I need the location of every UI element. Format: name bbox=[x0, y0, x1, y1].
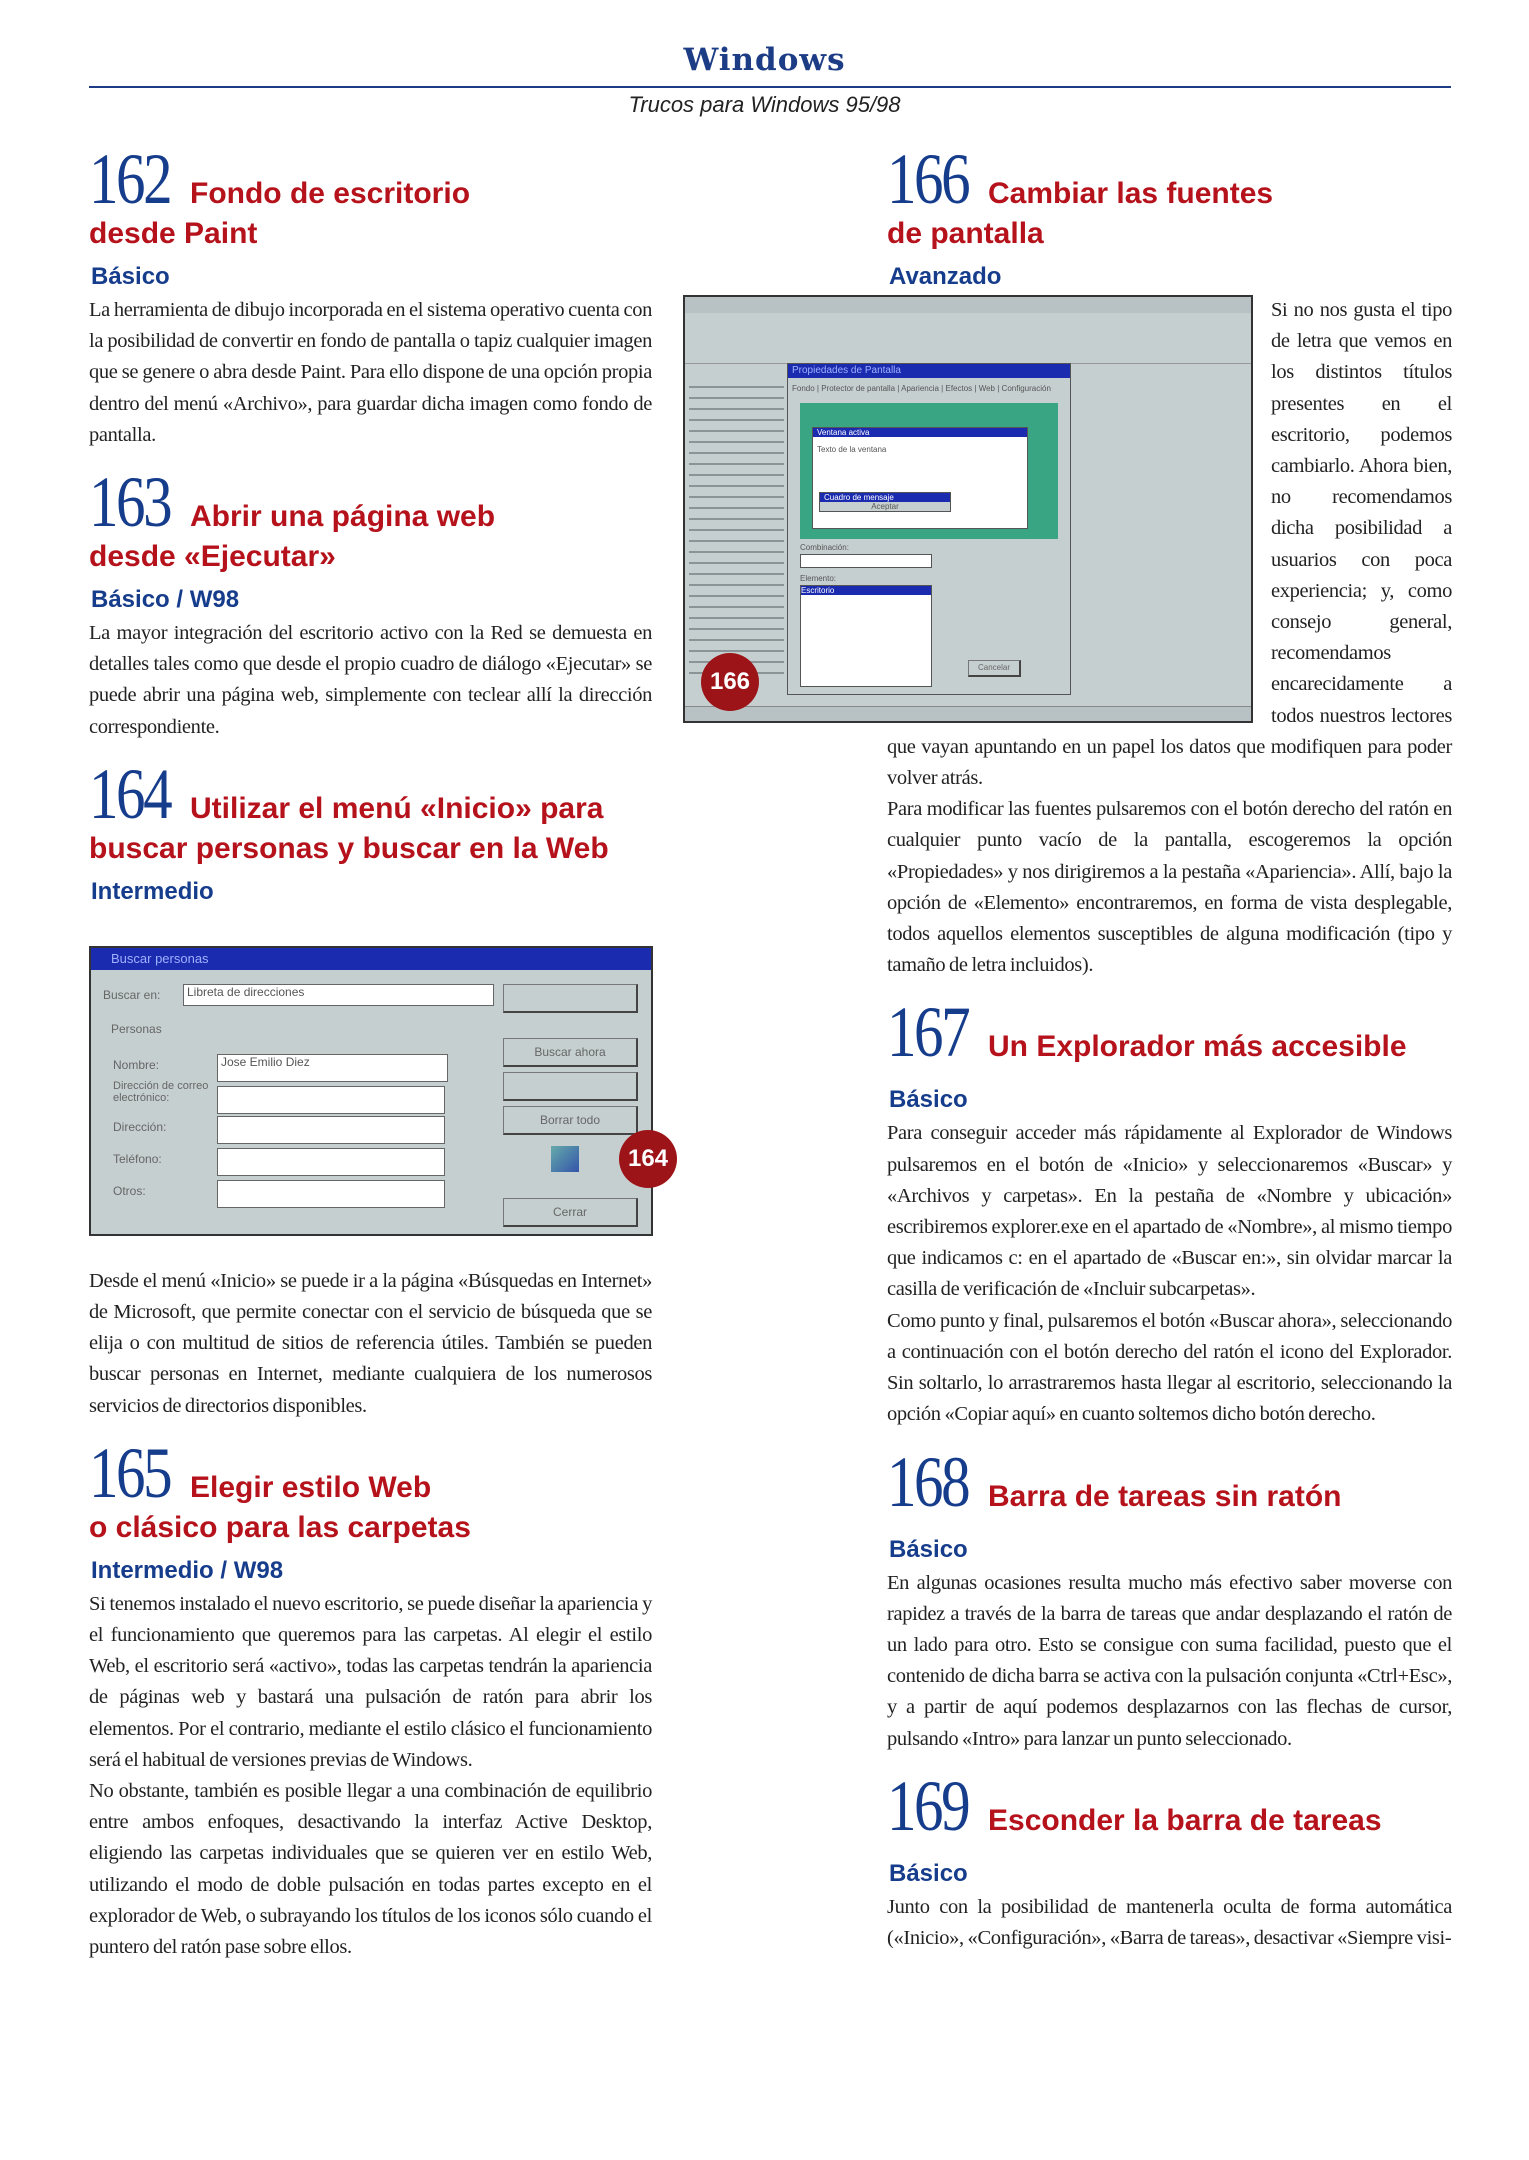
clear-all-button: Borrar todo bbox=[503, 1106, 638, 1135]
tip-body: Junto con la posibilidad de mantenerla oculta de forma automática («Inicio», «Configuración», «Barra de tareas», desactivar «Siempre visi- bbox=[887, 1895, 1452, 1949]
personas-tab: Personas bbox=[111, 1021, 162, 1036]
tip-163 bbox=[89, 461, 652, 743]
tip-title: Abrir una página web bbox=[190, 500, 496, 534]
tip-level: Básico bbox=[889, 1535, 968, 1563]
field-label: Dirección: bbox=[113, 1119, 167, 1134]
tip-body: Si tenemos instalado el nuevo escritorio, se puede diseñar la apariencia y el funcionamiento que queremos para las carpetas. Al elegir el estilo Web, el escritorio será «activo», todas las carpetas tendrán la apariencia de páginas web y bastará una pulsación de ratón para abrir los elementos. Por el contrario, mediante el estilo clásico el funcionamiento será el habitual de versiones previas de Windows. bbox=[89, 1592, 652, 1771]
preview-window bbox=[812, 427, 1028, 529]
tip-title: Esconder la barra de tareas bbox=[988, 1803, 1382, 1837]
tip-number: 163 bbox=[89, 462, 171, 543]
tip-body: Si no nos gusta el tipo de letra que vemos en los distintos títulos presentes en el escritorio, podemos cambiarlo. Ahora bien, no recomendamos dicha posibilidad a usuarios con poca experiencia; y, como consejo general, recomendamos encarecidamente a todos nuestros lectores que vayan apuntando en un papel los datos que modifiquen para poder volver atrás. bbox=[887, 299, 1452, 790]
tab: Configuración bbox=[1001, 384, 1051, 393]
section-subtitle: Trucos para Windows 95/98 bbox=[628, 92, 901, 117]
tip-162 bbox=[89, 138, 652, 451]
accept-button: Aceptar bbox=[871, 502, 899, 511]
close-button: Cerrar bbox=[503, 1198, 638, 1227]
preview-text: Texto de la ventana bbox=[817, 445, 887, 454]
search-in-select: Libreta de direcciones bbox=[183, 984, 494, 1006]
search-people-icon bbox=[551, 1146, 579, 1172]
tip-title: Un Explorador más accesible bbox=[988, 1030, 1407, 1064]
explorer-titlebar bbox=[685, 297, 1251, 313]
tip-level: Básico bbox=[889, 1859, 968, 1887]
tip-title: Elegir estilo Web bbox=[190, 1470, 432, 1504]
tip-body: Para conseguir acceder más rápidamente al Explorador de Windows pulsaremos en el botón de «Inicio» y seleccionaremos «Buscar» y «Archivos y carpetas». En la pestaña de «Nombre y ubicación» escribiremos explorer.exe en el apartado de «Nombre», al mismo tiempo que indicamos c: en el apartado de «Buscar en:», sin olvidar marcar la casilla de verificación de «Incluir subcarpetas». bbox=[887, 1122, 1452, 1301]
disabled-button bbox=[503, 1072, 638, 1101]
figure-badge: 164 bbox=[619, 1130, 677, 1188]
tab: Web bbox=[978, 384, 996, 393]
tab: Protector de pantalla bbox=[821, 384, 896, 393]
tip-level: Avanzado bbox=[889, 263, 1002, 290]
field-label: Otros: bbox=[113, 1183, 146, 1198]
tip-title: Fondo de escritorio bbox=[190, 177, 471, 210]
tip-number: 165 bbox=[89, 1432, 171, 1513]
tip-title-line2: o clásico para las carpetas bbox=[89, 1510, 471, 1544]
tip-body: No obstante, también es posible llegar a una combinación de equilibrio entre ambos enfoques, desactivando la interfaz Active Desktop, eligiendo las carpetas individuales que se quieren ver en estilo Web, utilizando el modo de doble pulsación en todas partes excepto en el explorador de Web, o subrayando los títulos de los iconos sólo cuando el puntero del ratón pase sobre ellos. bbox=[89, 1780, 652, 1959]
email-field bbox=[217, 1086, 445, 1114]
cancel-button: Cancelar bbox=[968, 660, 1021, 677]
tip-body: La herramienta de dibujo incorporada en el sistema operativo cuenta con la posibilidad de convertir en fondo de pantalla o tapiz cualquier imagen que se genere o abra desde Paint. Para ello dispone de una opción propia dentro del menú «Archivo», para guardar dicha imagen como fondo de pantalla. bbox=[89, 299, 652, 446]
field-label: Nombre: bbox=[113, 1057, 160, 1072]
tip-title-line2: de pantalla bbox=[887, 217, 1044, 250]
dialog-titlebar: Propiedades de Pantalla bbox=[788, 364, 1070, 378]
other-field bbox=[217, 1180, 445, 1208]
section-title: Windows bbox=[683, 42, 846, 78]
tip-166 bbox=[709, 138, 1452, 981]
disabled-button bbox=[503, 984, 638, 1013]
search-now-button: Buscar ahora bbox=[503, 1038, 638, 1067]
scheme-label: Combinación: bbox=[800, 543, 849, 552]
tip-number: 164 bbox=[89, 753, 171, 834]
element-label: Elemento: bbox=[800, 574, 837, 583]
tip-level: Intermedio / W98 bbox=[91, 1556, 284, 1584]
tip-body: En algunas ocasiones resulta mucho más efectivo saber moverse con rapidez a través de la barra de tareas que andar desplazando el ratón de un lado para otro. Esto se consigue con suma facilidad, puesto que el contenido de dicha barra se activa con la pulsación conjunta «Ctrl+Esc», y a partir de aquí podemos desplazarnos con las flechas de cursor, pulsando «Intro» para lanzar un punto seleccionado. bbox=[887, 1571, 1452, 1750]
tip-title-line2: buscar personas y buscar en la Web bbox=[89, 831, 609, 865]
tip-title: Barra de tareas sin ratón bbox=[988, 1479, 1342, 1513]
search-in-label: Buscar en: bbox=[103, 987, 161, 1002]
selected-element: Escritorio bbox=[801, 586, 931, 595]
tip-168 bbox=[887, 1441, 1452, 1755]
tip-number: 166 bbox=[887, 139, 969, 219]
tip-number: 162 bbox=[89, 139, 171, 219]
scheme-select bbox=[800, 554, 932, 568]
field-label: Dirección de correo electrónico: bbox=[113, 1079, 209, 1104]
properties-dialog bbox=[787, 363, 1071, 695]
message-box-title: Cuadro de mensaje bbox=[820, 493, 950, 502]
buscar-personas-screenshot bbox=[89, 946, 669, 1236]
dialog-tabs: Fondo | Protector de pantalla | Apariencia | Efectos | Web | Configuración bbox=[792, 384, 1051, 393]
figure-badge: 166 bbox=[701, 653, 759, 711]
preview-titlebar: Ventana activa bbox=[813, 428, 1027, 437]
tip-level: Básico / W98 bbox=[91, 586, 240, 614]
explorer-toolbar bbox=[685, 313, 1251, 364]
right-column bbox=[709, 138, 1452, 1964]
tip-167 bbox=[887, 991, 1452, 1430]
tab: Efectos bbox=[945, 384, 973, 393]
status-bar bbox=[685, 706, 1251, 721]
window-titlebar: Buscar personas bbox=[91, 948, 651, 970]
name-field: Jose Emilio Diez bbox=[217, 1054, 448, 1082]
address-field bbox=[217, 1116, 445, 1144]
tip-body: La mayor integración del escritorio activo con la Red se demuesta en detalles tales como que desde el propio cuadro de diálogo «Ejecutar» se puede abrir una página web, simplemente con teclear allí la dirección correspondiente. bbox=[89, 622, 652, 738]
tip-164 bbox=[89, 753, 669, 1422]
tip-level: Básico bbox=[91, 263, 170, 290]
tip-title-line2: desde Paint bbox=[89, 217, 258, 250]
tip-169 bbox=[887, 1765, 1452, 1954]
left-column bbox=[89, 138, 669, 1973]
tip-title: Cambiar las fuentes bbox=[988, 177, 1274, 210]
element-dropdown bbox=[800, 585, 932, 687]
tip-number: 168 bbox=[887, 1441, 969, 1522]
tip-number: 167 bbox=[887, 992, 969, 1073]
tab: Apariencia bbox=[901, 384, 939, 393]
header-rule bbox=[89, 86, 1451, 88]
tip-title: Utilizar el menú «Inicio» para bbox=[190, 791, 604, 825]
tip-level: Básico bbox=[889, 1086, 968, 1114]
tip-title-line2: desde «Ejecutar» bbox=[89, 540, 336, 574]
tab: Fondo bbox=[792, 384, 815, 393]
display-properties-screenshot bbox=[683, 295, 1253, 723]
tip-body: Desde el menú «Inicio» se puede ir a la página «Búsquedas en Internet» de Microsoft, que permite conectar con el servicio de búsqueda que se elija o con multitud de sitios de referencia útiles. También se pueden buscar personas en Internet, mediante cualquiera de los numerosos servicios de directorios disponibles. bbox=[89, 1269, 652, 1417]
tip-body: Para modificar las fuentes pulsaremos con el botón derecho del ratón en cualquier punto vacío de la pantalla, escogeremos la opción «Propiedades» y nos dirigiremos a la pestaña «Apariencia». Allí, bajo la opción de «Elemento» encontraremos, en forma de vista desplegable, todos aquellos elementos susceptibles de alguna modificación (tipo y tamaño de letra incluidos). bbox=[887, 798, 1452, 977]
folder-tree bbox=[689, 377, 784, 677]
phone-field bbox=[217, 1148, 445, 1176]
field-label: Teléfono: bbox=[113, 1151, 162, 1166]
tip-165 bbox=[89, 1432, 652, 1963]
preview-message-box bbox=[819, 492, 951, 512]
appearance-preview bbox=[800, 403, 1058, 539]
tip-level: Intermedio bbox=[91, 877, 214, 905]
tip-body: Como punto y final, pulsaremos el botón «Buscar ahora», seleccionando a continuación con el botón derecho del ratón el icono del Explorador. Sin soltarlo, lo arrastraremos hasta llegar al escritorio, seleccionando la opción «Copiar aquí» en cuanto soltemos dicho botón derecho. bbox=[887, 1309, 1452, 1426]
tip-number: 169 bbox=[887, 1765, 969, 1846]
